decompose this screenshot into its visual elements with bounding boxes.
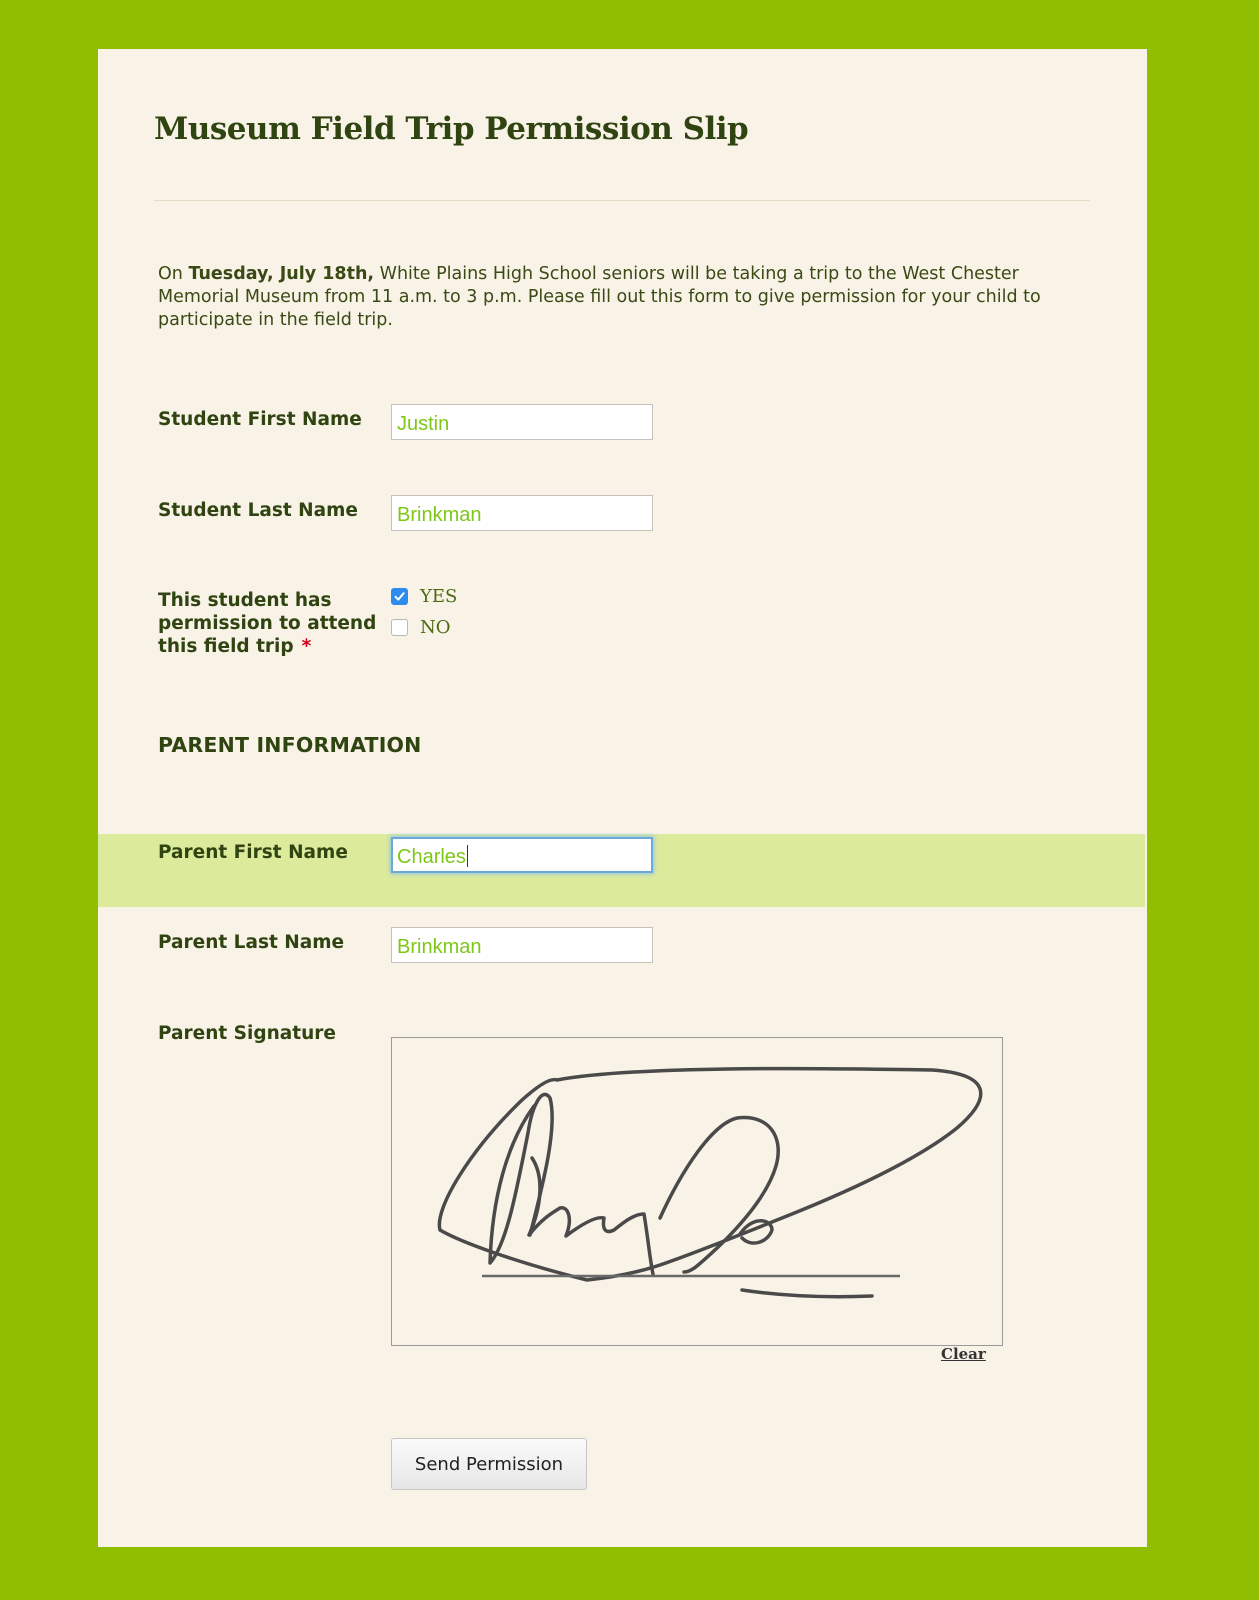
checkbox-no[interactable] <box>391 619 408 636</box>
title-divider <box>154 200 1090 201</box>
student-last-name-label: Student Last Name <box>158 500 358 521</box>
signature-pad[interactable] <box>391 1037 1003 1346</box>
option-no-label: NO <box>420 617 451 638</box>
form-intro <box>158 263 1088 332</box>
permission-option-no[interactable] <box>391 617 451 638</box>
parent-section-heading: PARENT INFORMATION <box>158 733 422 757</box>
student-first-name-label: Student First Name <box>158 409 362 430</box>
student-last-name-input[interactable] <box>391 495 653 531</box>
student-first-name-input[interactable] <box>391 404 653 440</box>
permission-option-yes[interactable] <box>391 586 457 607</box>
form-title: Museum Field Trip Permission Slip <box>154 111 749 147</box>
parent-signature-label: Parent Signature <box>158 1023 336 1044</box>
parent-first-name-value: Charles <box>397 846 466 868</box>
parent-last-name-input[interactable] <box>391 927 653 963</box>
permission-label <box>158 589 376 658</box>
option-yes-label: YES <box>420 586 458 607</box>
checkbox-yes[interactable] <box>391 588 408 605</box>
checkmark-icon <box>393 590 406 603</box>
text-cursor <box>467 845 468 867</box>
intro-lead: On <box>158 264 189 284</box>
intro-date: Tuesday, July 18th, <box>188 264 375 284</box>
permission-label-line3: this field trip * <box>158 636 312 657</box>
required-asterisk: * <box>301 636 312 657</box>
parent-first-name-label: Parent First Name <box>158 842 348 863</box>
signature-drawing <box>392 1038 1002 1345</box>
parent-last-name-value: Brinkman <box>397 936 482 958</box>
intro-body: White Plains High School seniors will be taking a trip to the West Chester Memorial Museum from 11 a.m. to 3 p.m. Please fill out this form to give permission for your child to participate in the field trip. <box>158 264 1041 330</box>
permission-label-line2: permission to attend <box>158 613 377 634</box>
student-last-name-value: Brinkman <box>397 504 482 526</box>
parent-last-name-label: Parent Last Name <box>158 932 345 953</box>
permission-label-line1: This student has <box>158 590 332 611</box>
send-permission-button[interactable]: Send Permission <box>391 1438 587 1490</box>
student-first-name-value: Justin <box>397 413 450 435</box>
form-card <box>98 49 1147 1547</box>
parent-first-name-input[interactable] <box>391 837 653 873</box>
clear-signature-link[interactable]: Clear <box>941 1345 986 1363</box>
